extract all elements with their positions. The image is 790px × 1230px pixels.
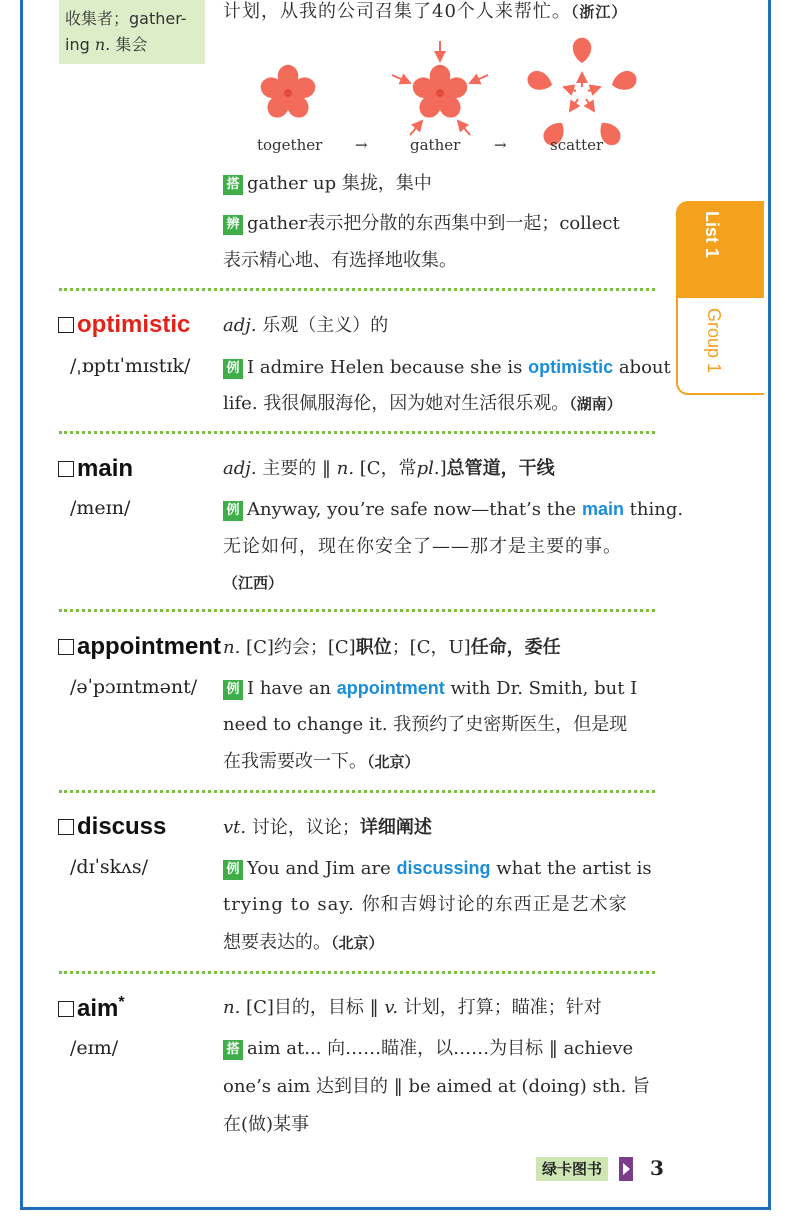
example-line2	[223, 392, 622, 416]
headword-text: main	[77, 455, 134, 482]
pos: n.	[223, 637, 241, 658]
example-source: （江西）	[223, 574, 284, 592]
side-tab-list[interactable]	[676, 201, 764, 298]
gather-diff-line1	[223, 212, 620, 236]
example-highlight: discussing	[396, 858, 491, 878]
definition-bold: 总管道，干线	[446, 458, 555, 479]
label-together: together	[257, 136, 323, 154]
pos: n.	[336, 458, 355, 479]
example-highlight: optimistic	[528, 357, 614, 377]
label-scatter: scatter	[550, 136, 604, 154]
example-highlight: appointment	[336, 678, 445, 698]
definition	[223, 816, 432, 840]
pos: adj.	[223, 458, 257, 479]
phonetic: /dɪˈskʌs/	[70, 856, 149, 878]
example-source: （北京）	[331, 934, 384, 952]
definition-text: [C]目的，目标 ‖	[240, 997, 385, 1018]
gather-phrase	[223, 172, 432, 196]
headword-aim	[58, 994, 125, 1023]
page-number: 3	[650, 1156, 664, 1180]
definition-bold: 职位	[355, 637, 392, 658]
definition	[223, 636, 561, 660]
separator	[59, 971, 655, 974]
example-source: （湖南）	[569, 395, 622, 413]
gather-phrase-text: gather up 集拢，集中	[247, 173, 432, 194]
star-icon: *	[118, 994, 125, 1011]
page-frame-right	[768, 0, 771, 1210]
example-tag: 例	[223, 860, 243, 880]
headword-text: discuss	[77, 813, 167, 840]
example-line3	[223, 750, 420, 774]
side-tab-group-label: Group 1	[704, 308, 724, 374]
definition-text: ；[C，U]	[391, 637, 471, 658]
definition	[223, 996, 602, 1020]
gather-diff-text1: gather表示把分散的东西集中到一起；collect	[247, 213, 620, 234]
example-post: with Dr. Smith, but I	[444, 678, 638, 699]
phrase-text: aim at... 向……瞄准，以……为目标 ‖ achieve	[247, 1038, 634, 1059]
example-pre: I have an	[247, 678, 337, 699]
example-pre: Anyway, you’re safe now—that’s the	[247, 499, 582, 520]
checkbox-icon[interactable]	[58, 461, 74, 477]
example-post: what the artist is	[490, 858, 652, 879]
example-pre: I admire Helen because she is	[247, 357, 529, 378]
phonetic: /meɪn/	[70, 497, 131, 519]
together-flower	[258, 65, 318, 122]
checkbox-icon[interactable]	[58, 317, 74, 333]
margin-note-line2	[65, 32, 199, 58]
example-line3	[223, 931, 384, 955]
phrase-line1	[223, 1037, 633, 1061]
margin-note	[59, 0, 205, 64]
margin-note-line1: 收集者；gather-	[65, 9, 187, 28]
headword-optimistic	[58, 311, 190, 339]
gather-example-text: 计划，从我的公司召集了40个人来帮忙。	[223, 1, 571, 22]
gather-example-cn	[223, 0, 627, 24]
play-arrow-icon	[619, 1157, 633, 1181]
pos: vt.	[223, 817, 247, 838]
scatter-flower	[525, 38, 639, 145]
note-word: ing	[65, 35, 90, 54]
phrase-line3: 在(做)某事	[223, 1114, 310, 1135]
gather-diff-line2: 表示精心地、有选择地收集。	[223, 250, 457, 271]
definition	[223, 457, 555, 481]
definition-text: ]	[439, 458, 447, 479]
headword-text: optimistic	[77, 311, 191, 338]
side-tab-list-label: List 1	[702, 211, 722, 259]
checkbox-icon[interactable]	[58, 639, 74, 655]
separator	[59, 431, 655, 434]
example-line2: 无论如何，现在你安全了——那才是主要的事。	[223, 536, 622, 557]
phrase-line2: one’s aim 达到目的 ‖ be aimed at (doing) sth. 旨	[223, 1076, 651, 1097]
separator	[59, 790, 655, 793]
example-line2: need to change it. 我预约了史密斯医生，但是现	[223, 714, 628, 735]
arrow-1: →	[355, 136, 368, 154]
gather-flower	[392, 41, 488, 135]
definition-text: 计划，打算；瞄准；针对	[398, 997, 602, 1018]
page-frame-bottom	[20, 1207, 771, 1210]
phonetic: /eɪm/	[70, 1037, 119, 1059]
example-source: （北京）	[367, 753, 420, 771]
headword-discuss	[58, 813, 166, 841]
phonetic: /əˈpɔɪntmənt/	[70, 676, 198, 698]
definition-bold: 任命，委任	[470, 637, 561, 658]
definition-text: 乐观（主义）的	[256, 315, 389, 336]
definition-text: [C，常	[354, 458, 417, 479]
definition-text: 主要的 ‖	[256, 458, 337, 479]
example-tag: 例	[223, 680, 243, 700]
checkbox-icon[interactable]	[58, 819, 74, 835]
flower-diagram	[230, 35, 660, 145]
definition-text: 讨论，议论；	[246, 817, 360, 838]
example-tag: 例	[223, 359, 243, 379]
example-line3-text: 想要表达的。	[223, 932, 331, 953]
example-post: thing.	[623, 499, 684, 520]
headword-main	[58, 455, 133, 483]
pos: adj.	[223, 315, 257, 336]
definition	[223, 314, 388, 338]
example-highlight: main	[581, 499, 624, 519]
example-line1	[223, 355, 671, 380]
separator	[59, 288, 655, 291]
label-gather: gather	[410, 136, 461, 154]
side-tab-group[interactable]	[676, 298, 764, 395]
publisher-brand: 绿卡图书	[536, 1157, 608, 1181]
note-pos: n.	[89, 35, 111, 54]
separator	[59, 609, 655, 612]
pos: n.	[223, 997, 241, 1018]
arrow-2: →	[494, 136, 507, 154]
example-line1	[223, 497, 683, 522]
phrase-tag: 搭	[223, 175, 243, 195]
pos: pl.	[416, 458, 440, 479]
definition-text: [C]约会；[C]	[240, 637, 356, 658]
phrase-tag: 搭	[223, 1040, 243, 1060]
example-post: about	[613, 357, 671, 378]
diff-tag: 辨	[223, 215, 243, 235]
example-line2: trying to say. 你和吉姆讨论的东西正是艺术家	[223, 894, 628, 915]
pos: v.	[384, 997, 399, 1018]
headword-text: appointment	[77, 633, 221, 660]
example-line1	[223, 856, 652, 881]
page-frame-left	[20, 0, 23, 1210]
example-pre: You and Jim are	[247, 858, 397, 879]
checkbox-icon[interactable]	[58, 1001, 74, 1017]
note-meaning: 集会	[110, 35, 148, 54]
phonetic: /ˌɒptɪˈmɪstɪk/	[70, 355, 191, 377]
definition-bold: 详细阐述	[359, 817, 432, 838]
headword-text: aim	[77, 995, 119, 1022]
example-line3-text: 在我需要改一下。	[223, 751, 367, 772]
example-line2-text: life. 我很佩服海伦，因为她对生活很乐观。	[223, 393, 570, 414]
headword-appointment	[58, 633, 221, 661]
gather-example-source: （浙江）	[570, 3, 628, 21]
example-tag: 例	[223, 501, 243, 521]
example-line1	[223, 676, 637, 701]
